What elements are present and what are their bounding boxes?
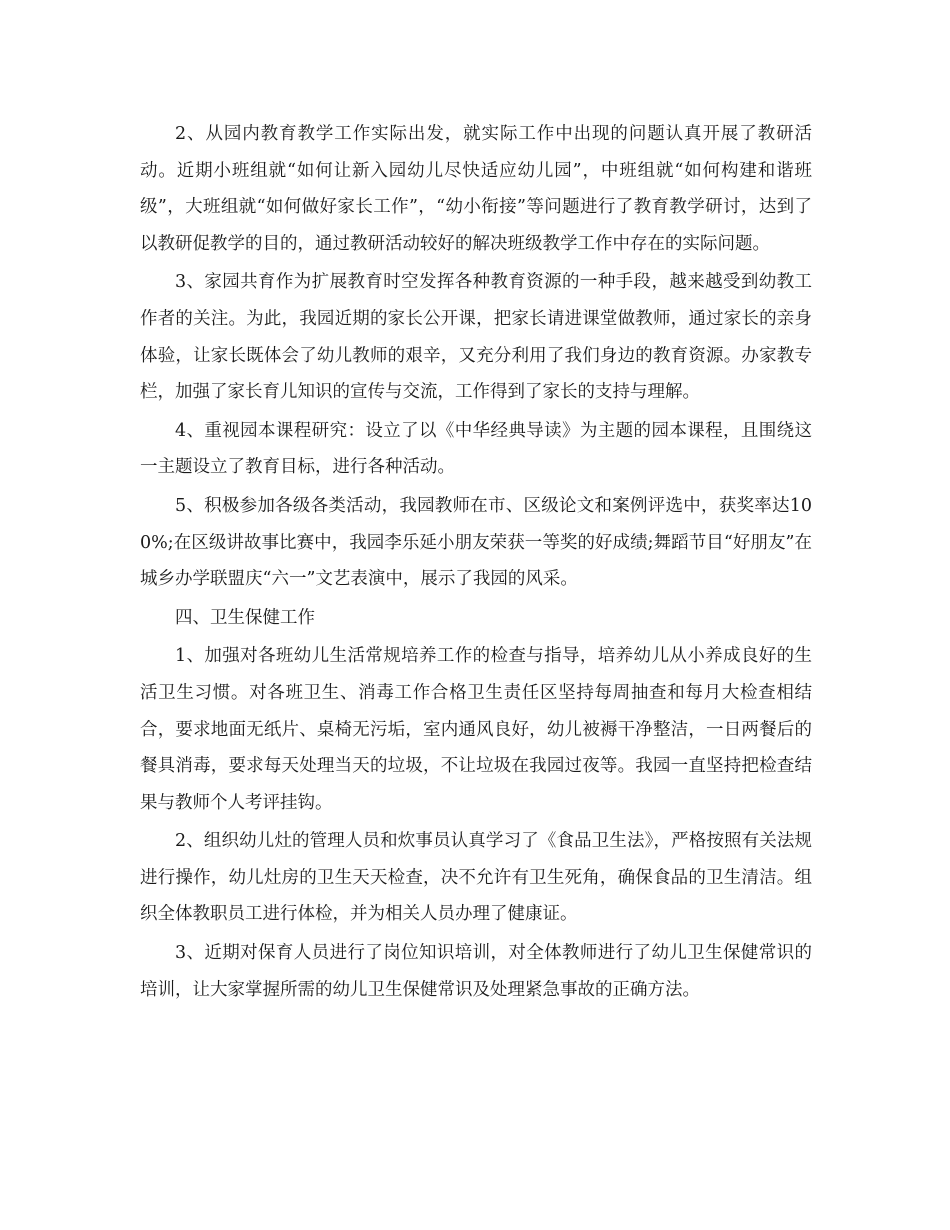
paragraph-home-school-cooperation: 3、家园共育作为扩展教育时空发挥各种教育资源的一种手段，越来越受到幼教工作者的关注。为此，我园近期的家长公开课，把家长请进课堂做教师，通过家长的亲身体验，让家长既体会了幼儿教师的艰辛，又充分利用了我们身边的教育资源。办家教专栏，加强了家长育儿知识的宣传与交流，工作得到了家长的支持与理解。	[140, 272, 812, 403]
paragraph-curriculum-research: 4、重视园本课程研究：设立了以《中华经典导读》为主题的园本课程，且围绕这一主题设立了教育目标，进行各种活动。	[140, 420, 812, 478]
paragraph-staff-training: 3、近期对保育人员进行了岗位知识培训，对全体教师进行了幼儿卫生保健常识的培训，让大家掌握所需的幼儿卫生保健常识及处理紧急事故的正确方法。	[140, 943, 812, 1000]
paragraph-teaching-research: 2、从园内教育教学工作实际出发，就实际工作中出现的问题认真开展了教研活动。近期小班组就“如何让新入园幼儿尽快适应幼儿园”，中班组就“如何构建和谐班级”，大班组就“如何做好家长工作”，“幼小衔接”等问题进行了教育教学研讨，达到了以教研促教学的目的，通过教研活动较好的解决班级教学工作中存在的实际问题。	[140, 124, 812, 254]
paragraph-hygiene-inspection: 1、加强对各班幼儿生活常规培养工作的检查与指导，培养幼儿从小养成良好的生活卫生习惯。对各班卫生、消毒工作合格卫生责任区坚持每周抽查和每月大检查相结合，要求地面无纸片、桌椅无污垢，室内通风良好，幼儿被褥干净整洁，一日两餐后的餐具消毒，要求每天处理当天的垃圾，不让垃圾在我园过夜等。我园一直坚持把检查结果与教师个人考评挂钩。	[140, 646, 812, 813]
section-heading-health-care: 四、卫生保健工作	[175, 607, 315, 628]
document-body	[140, 116, 812, 1010]
paragraph-activities-awards: 5、积极参加各级各类活动，我园教师在市、区级论文和案例评选中，获奖率达100%;在区级讲故事比赛中，我园李乐延小朋友荣获一等奖的好成绩;舞蹈节目“好朋友”在城乡办学联盟庆“六一”文艺表演中，展示了我园的风采。	[140, 495, 812, 590]
paragraph-kitchen-management: 2、组织幼儿灶的管理人员和炊事员认真学习了《食品卫生法》，严格按照有关法规进行操作，幼儿灶房的卫生天天检查，决不允许有卫生死角，确保食品的卫生清洁。组织全体教职员工进行体检，并为相关人员办理了健康证。	[140, 831, 812, 925]
